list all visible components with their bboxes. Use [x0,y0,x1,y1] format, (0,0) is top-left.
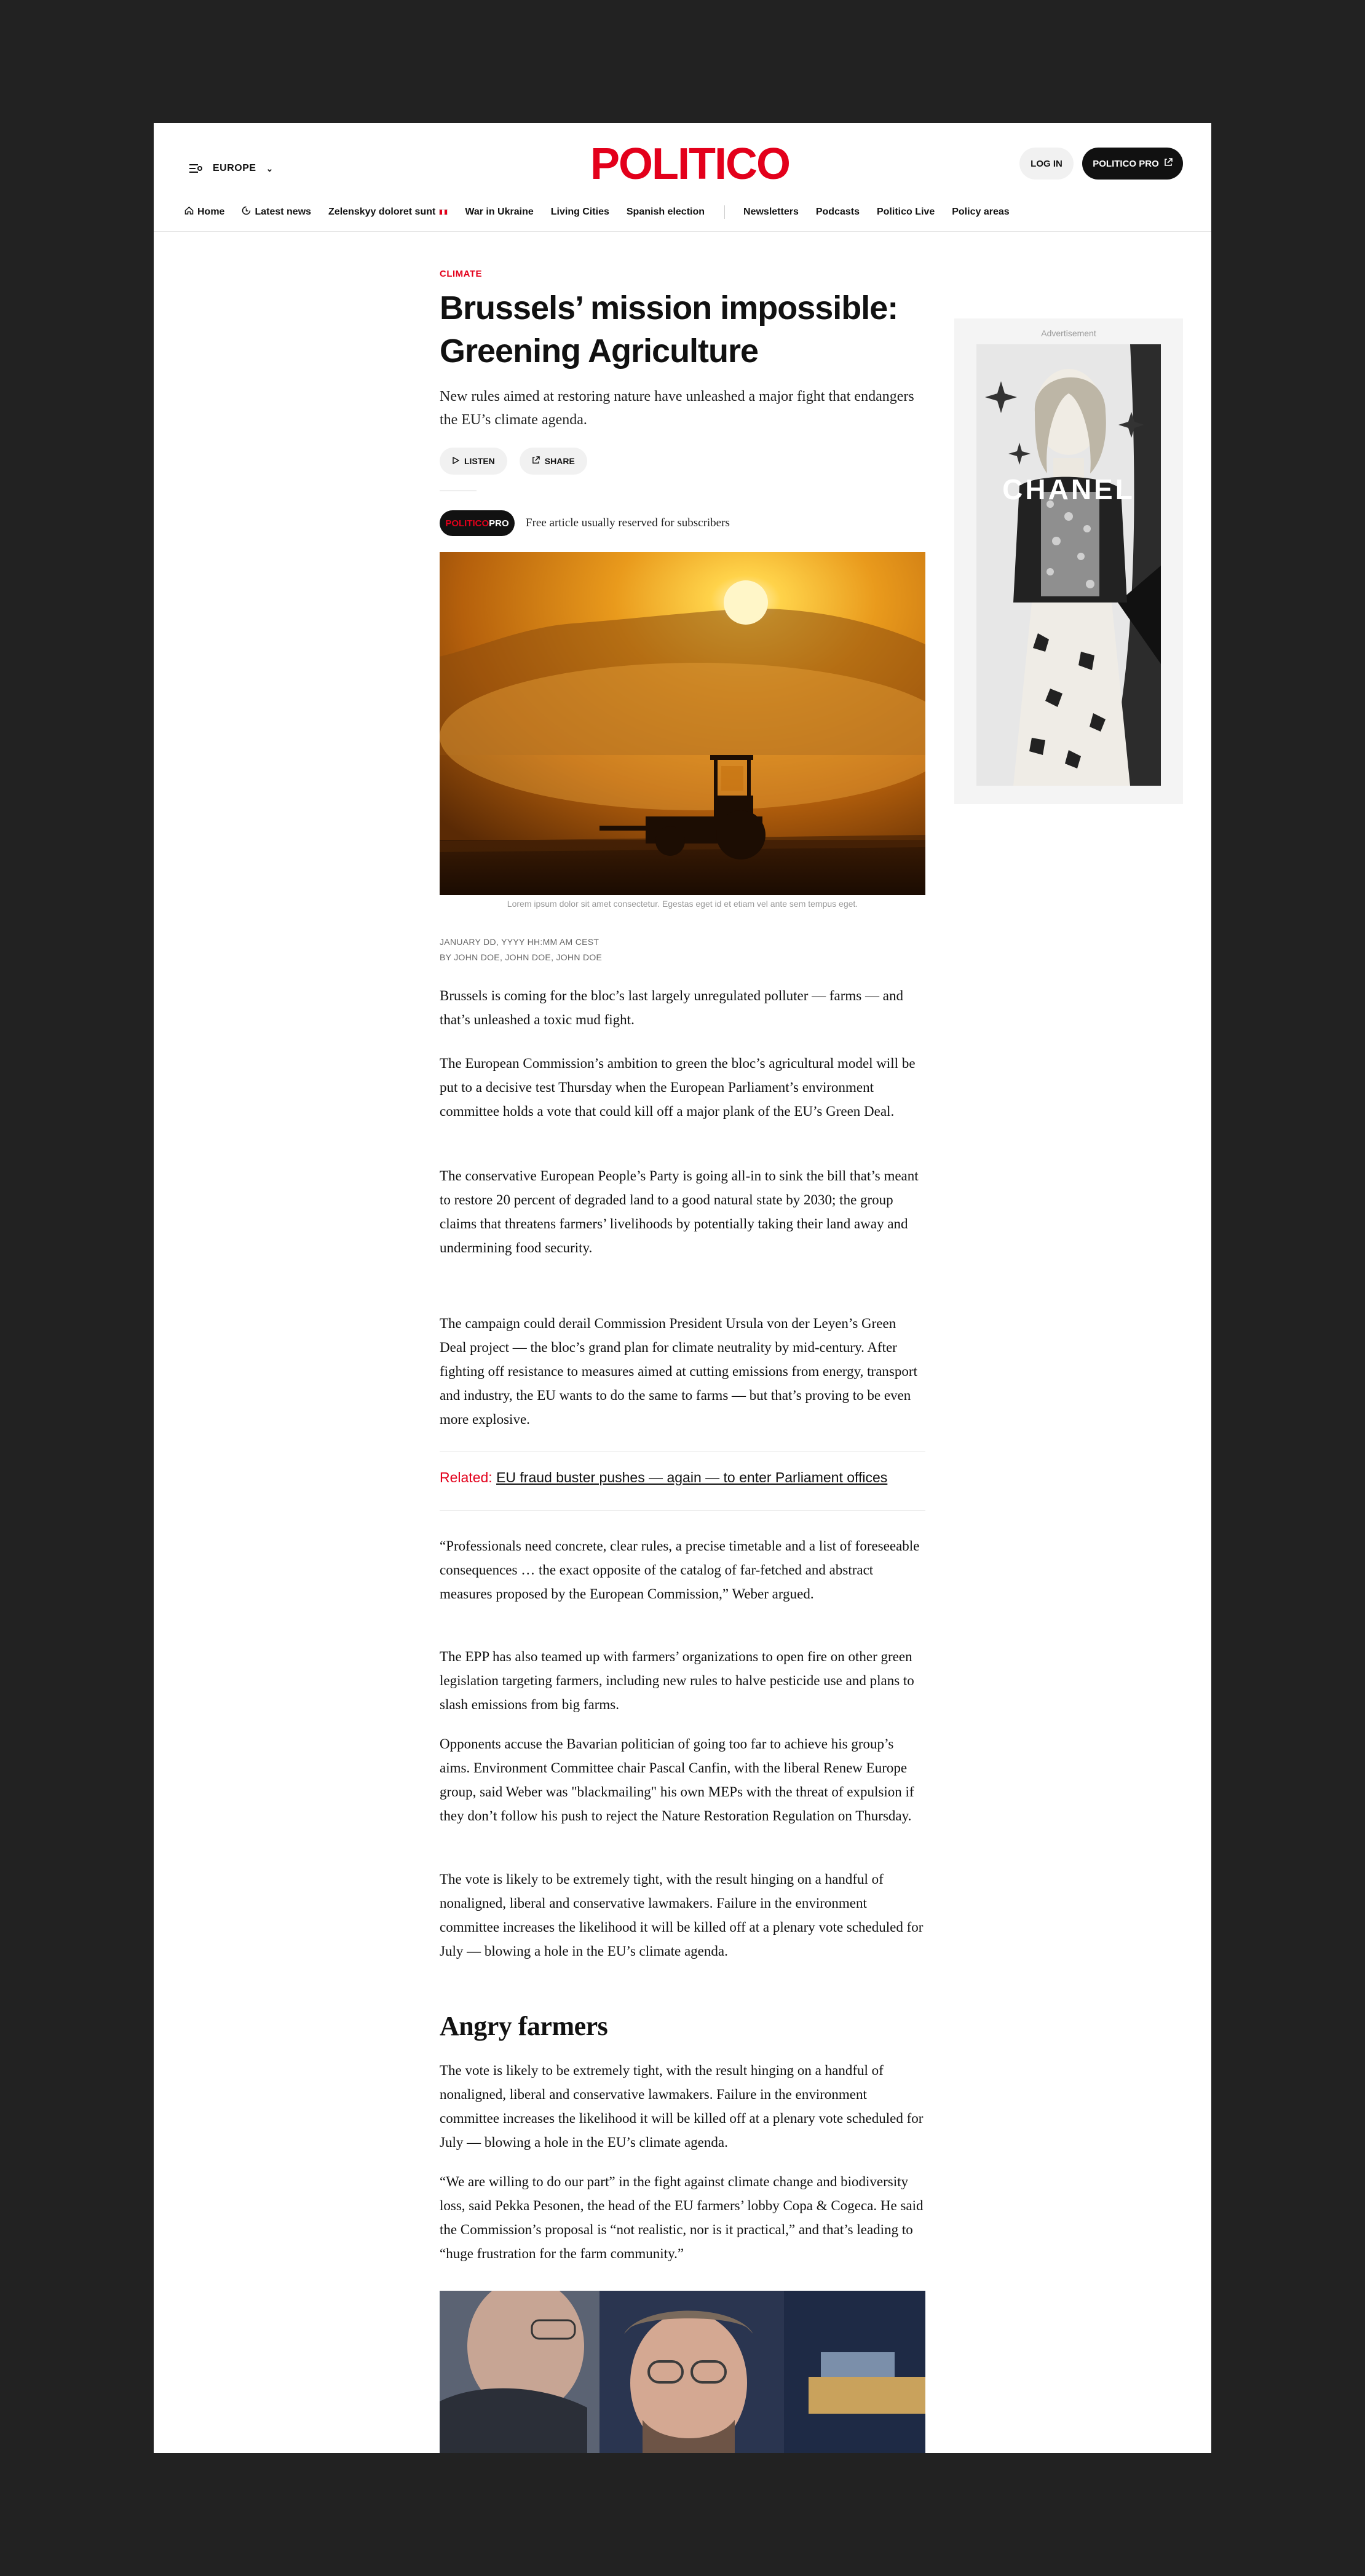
article-meta [440,934,925,965]
politico-pro-badge[interactable] [440,510,515,536]
pro-badge-pro: PRO [489,518,509,529]
related-label: Related: [440,1469,493,1485]
paragraph: “Professionals need concrete, clear rules, a precise timetable and a list of foreseeable consequences … the exact opposite of the catalog of far-fetched and abstract measures proposed by the European Commission,” Weber argued. [440,1538,920,1602]
main-nav [184,203,1027,221]
politico-pro-button[interactable] [1082,148,1183,180]
site-logo[interactable]: POLITICO [590,140,789,189]
pro-badge-politico: POLITICO [445,518,489,529]
nav-latest-news-label: Latest news [255,207,312,217]
section-subhead: Angry farmers [440,2011,608,2041]
site-header [154,123,1211,231]
flag-icon [439,209,448,215]
article-byline: BY JOHN DOE, JOHN DOE, JOHN DOE [440,952,603,962]
headline-line-1: Brussels’ mission impossible: [440,290,898,326]
share-label: SHARE [544,456,575,466]
listen-button[interactable] [440,448,507,475]
nav-home-label: Home [197,207,225,217]
related-divider-bottom [440,1510,925,1511]
article-dek: New rules aimed at restoring nature have unleashed a major fight that endangers the EU’s climate agenda. [440,389,914,428]
paragraph: The vote is likely to be extremely tight, with the result hinging on a handful of nonaligned, liberal and conservative lawmakers. Failure in the environment committee increases the likelihood it will be killed off at a plenary vote scheduled for July — blowing a hole in the EU’s climate agenda. [440,1871,924,1959]
nav-living-cities[interactable]: Living Cities [550,207,609,217]
paragraph: The EPP has also teamed up with farmers’ organizations to open fire on other green legislation targeting farmers, including new rules to halve pesticide use and plans to slash emissions from big farms. [440,1649,914,1712]
nav-war-in-ukraine[interactable]: War in Ukraine [465,207,534,217]
free-article-note: Free article usually reserved for subscribers [526,516,730,529]
nav-divider [724,205,725,219]
related-link-block [440,1469,925,1486]
nav-podcasts[interactable]: Podcasts [815,207,860,217]
chevron-down-icon: ⌄ [266,163,274,173]
paragraph: Opponents accuse the Bavarian politician of going too far to achieve his group’s aims. Environment Committee chair Pascal Canfin, with the liberal Renew Europe group, said Weber was "blackmailing" his own MEPs with the threat of expulsion if they don’t follow his push to reject the Nature Restoration Regulation on Thursday. [440,1736,914,1823]
hero-image [440,552,925,895]
paragraph: The conservative European People’s Party is going all-in to sink the bill that’s meant to restore 20 percent of degraded land to a good natural state by 2030; the group claims that threatens farmers’ livelihoods by potentially taking their land away and undermining food security. [440,1168,919,1255]
edition-selector[interactable] [188,162,274,175]
home-icon [184,206,194,218]
edition-icon [188,162,203,175]
related-link[interactable]: EU fraud buster pushes — again — to enter Parliament offices [496,1469,888,1485]
paragraph: The vote is likely to be extremely tight, with the result hinging on a handful of nonaligned, liberal and conservative lawmakers. Failure in the environment committee increases the likelihood it will be killed off at a plenary vote scheduled for July — blowing a hole in the EU’s climate agenda. [440,2063,924,2150]
nav-latest-news[interactable] [242,206,311,218]
listen-label: LISTEN [464,456,495,466]
article-headline [440,286,925,373]
share-icon [532,456,540,466]
article-actions [440,448,587,475]
hero-caption: Lorem ipsum dolor sit amet consectetur. Egestas eget id et etiam vel ante sem tempus eget. [507,899,858,909]
nav-policy-areas[interactable]: Policy areas [952,207,1010,217]
nav-spanish-election[interactable]: Spanish election [626,207,705,217]
play-icon [452,456,459,466]
page-frame [154,123,1211,2453]
article-kicker[interactable]: CLIMATE [440,269,483,279]
politico-pro-label: POLITICO PRO [1093,158,1159,169]
advertisement[interactable] [954,318,1183,804]
paragraph: Brussels is coming for the bloc’s last largely unregulated polluter — farms — and that’s unleashed a toxic mud fight. [440,988,903,1027]
article-photo [440,2291,925,2453]
nav-politico-live[interactable]: Politico Live [876,207,935,217]
headline-line-2: Greening Agriculture [440,333,759,369]
paragraph: “We are willing to do our part” in the fight against climate change and biodiversity loss, said Pekka Pesonen, the head of the EU farmers’ lobby Copa & Cogeca. He said the Commission’s proposal is “not realistic, nor is it practical,” and that’s leading to “huge frustration for the farm community.” [440,2174,924,2261]
nav-zelenskyy[interactable] [328,207,448,218]
share-button[interactable] [520,448,587,475]
header-divider [154,231,1211,232]
edition-label: EUROPE [213,163,256,173]
advertisement-label: Advertisement [1041,328,1096,338]
nav-newsletters[interactable]: Newsletters [743,207,799,217]
ad-creative[interactable] [976,344,1161,786]
article-date: JANUARY DD, YYYY HH:MM AM CEST [440,937,599,947]
paragraph: The campaign could derail Commission President Ursula von der Leyen’s Green Deal project — the bloc’s grand plan for climate neutrality by mid-century. After fighting off resistance to measures aimed at cutting emissions from energy, transport and industry, the EU wants to do the same to farms — but that’s proving to be even more explosive. [440,1316,917,1427]
nav-home[interactable] [184,206,224,218]
clock-icon [242,206,251,218]
paragraph: The European Commission’s ambition to green the bloc’s agricultural model will be put to a decisive test Thursday when the European Parliament’s environment committee holds a vote that could kill off a major plank of the EU’s Green Deal. [440,1056,916,1119]
external-link-icon [1164,158,1173,169]
login-button[interactable]: LOG IN [1019,148,1074,180]
ad-brand: CHANEL [1002,473,1135,505]
nav-zelenskyy-label: Zelenskyy doloret sunt [328,207,436,217]
